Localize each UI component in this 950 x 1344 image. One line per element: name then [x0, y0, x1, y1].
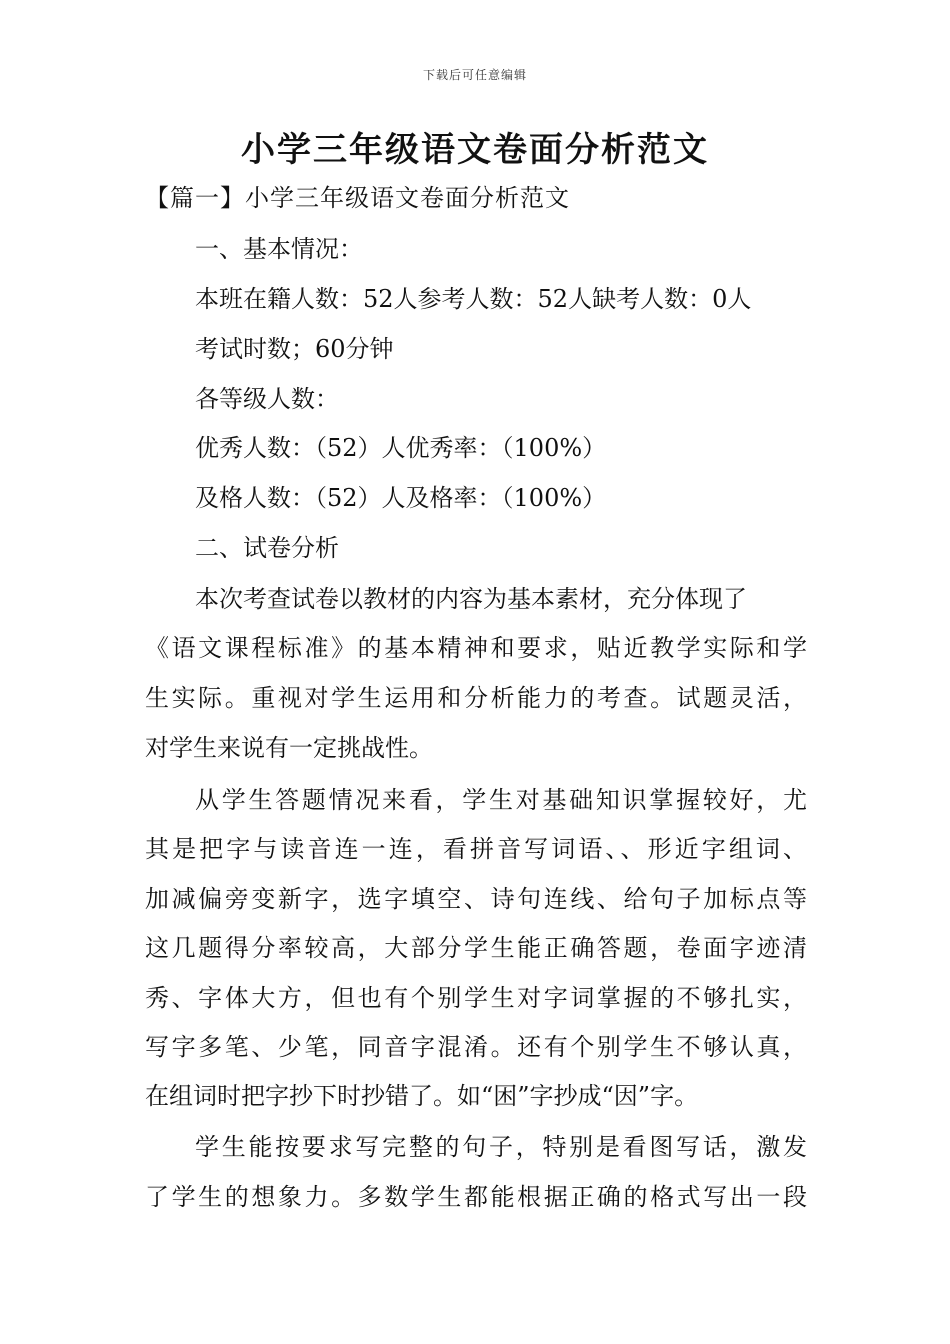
paragraph-line: 写字多笔、少笔，同音字混淆。还有个别学生不够认真， — [145, 1033, 807, 1061]
paragraph-line: 这几题得分率较高，大部分学生能正确答题，卷面字迹清 — [145, 934, 807, 962]
section-title: 【篇一】小学三年级语文卷面分析范文 — [145, 184, 570, 212]
exam-time-line: 考试时数；60分钟 — [195, 335, 394, 363]
excellent-line: 优秀人数：（52）人优秀率：（100%） — [195, 434, 607, 462]
paragraph-line: 加减偏旁变新字，选字填空、诗句连线、给句子加标点等 — [145, 885, 807, 913]
paragraph-line: 生实际。重视对学生运用和分析能力的考查。试题灵活， — [145, 684, 807, 712]
paragraph-line: 《语文课程标准》的基本精神和要求，贴近教学实际和学 — [145, 634, 807, 662]
paragraph-line: 本次考查试卷以教材的内容为基本素材，充分体现了 — [195, 585, 747, 613]
paragraph-line: 学生能按要求写完整的句子，特别是看图写话，激发 — [195, 1133, 807, 1161]
enrollment-line: 本班在籍人数：52人参考人数：52人缺考人数：0人 — [195, 285, 752, 313]
paragraph-line: 其是把字与读音连一连，看拼音写词语、、形近字组词、 — [145, 835, 807, 863]
paragraph-line: 了学生的想象力。多数学生都能根据正确的格式写出一段 — [145, 1183, 807, 1211]
paragraph-line: 从学生答题情况来看，学生对基础知识掌握较好，尤 — [195, 786, 807, 814]
paragraph-line: 对学生来说有一定挑战性。 — [145, 734, 433, 762]
grade-count-heading: 各等级人数： — [195, 385, 339, 413]
header-note: 下载后可任意编辑 — [422, 68, 527, 82]
paragraph-line: 秀、字体大方，但也有个别学生对字词掌握的不够扎实， — [145, 984, 807, 1012]
basic-info-heading: 一、基本情况： — [195, 235, 363, 263]
document-title: 小学三年级语文卷面分析范文 — [241, 130, 709, 170]
analysis-heading: 二、试卷分析 — [195, 534, 339, 562]
pass-line: 及格人数：（52）人及格率：（100%） — [195, 484, 607, 512]
paragraph-line: 在组词时把字抄下时抄错了。如“困”字抄成“因”字。 — [145, 1082, 699, 1110]
